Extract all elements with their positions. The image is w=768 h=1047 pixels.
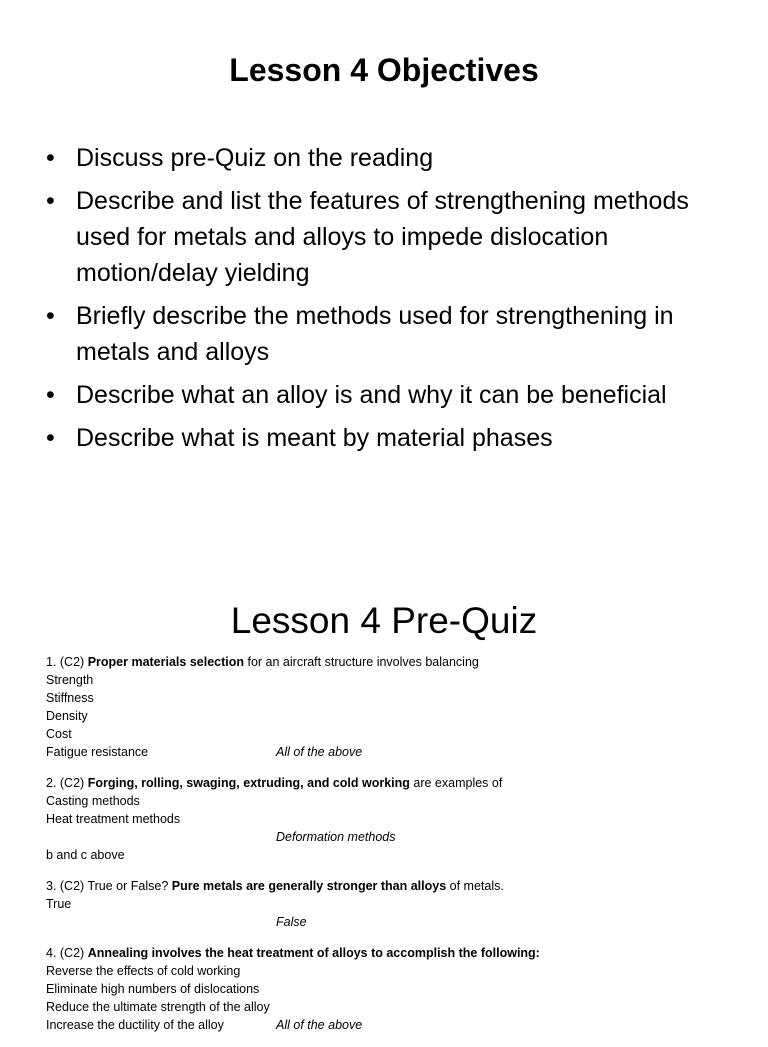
answer-line [46,828,746,846]
answer-line [46,913,746,931]
question-key-phrase: Forging, rolling, swaging, extruding, and cold working [87,776,410,790]
option: Cost [46,727,72,741]
answer: All of the above [276,1018,363,1032]
option: Increase the ductility of the alloy All of the above [46,1018,363,1032]
option: True [46,897,72,911]
question-text [46,944,746,962]
option: Density [46,709,88,723]
option: Strength [46,673,94,687]
objectives-title: Lesson 4 Objectives [229,52,539,88]
question-number: 2. (C2) [46,776,88,790]
question-3 [46,877,746,931]
objective-item: • Briefly describe the methods used for strengthening in metals and alloys [46,298,746,370]
answer: False [276,915,307,929]
answer: All of the above [276,745,363,759]
question-rest: the following: [455,946,540,960]
question-key-phrase: Proper materials selection [87,655,245,669]
question-1 [46,653,746,761]
objective-item: • Describe what an alloy is and why it can be beneficial [46,377,746,413]
prequiz-questions [46,653,746,1047]
question-number: 3. (C2) True or False? [46,879,172,893]
option: Stiffness [46,691,94,705]
question-rest: for an aircraft structure involves balancing [244,655,479,669]
question-rest: are examples of [409,776,503,790]
prequiz-title: Lesson 4 Pre-Quiz [230,600,538,641]
question-key-phrase: Pure metals are generally stronger than alloys [171,879,447,893]
answer: Deformation methods [276,830,396,844]
question-rest: of metals. [446,879,504,893]
objective-item: • Discuss pre-Quiz on the reading [46,140,746,176]
question-number: 1. (C2) [46,655,88,669]
objectives-list [46,140,746,463]
option: b and c above [46,848,125,862]
question-2 [46,774,746,864]
question-4 [46,944,746,1034]
objective-item: • Describe and list the features of strengthening methods used for metals and alloys to impede dislocation motion/delay yielding [46,183,746,291]
option: Reverse the effects of cold working [46,964,241,978]
option: Reduce the ultimate strength of the alloy [46,1000,270,1014]
option: Fatigue resistance All of the above [46,745,363,759]
question-text [46,774,746,792]
question-text [46,653,746,671]
objective-item: • Describe what is meant by material phases [46,420,746,456]
question-key-phrase: Annealing involves the heat treatment of alloys to accomplish [87,946,456,960]
question-text [46,877,746,895]
option: Heat treatment methods [46,812,181,826]
option: Eliminate high numbers of dislocations [46,982,260,996]
option: Casting methods [46,794,140,808]
question-number: 4. (C2) [46,946,88,960]
